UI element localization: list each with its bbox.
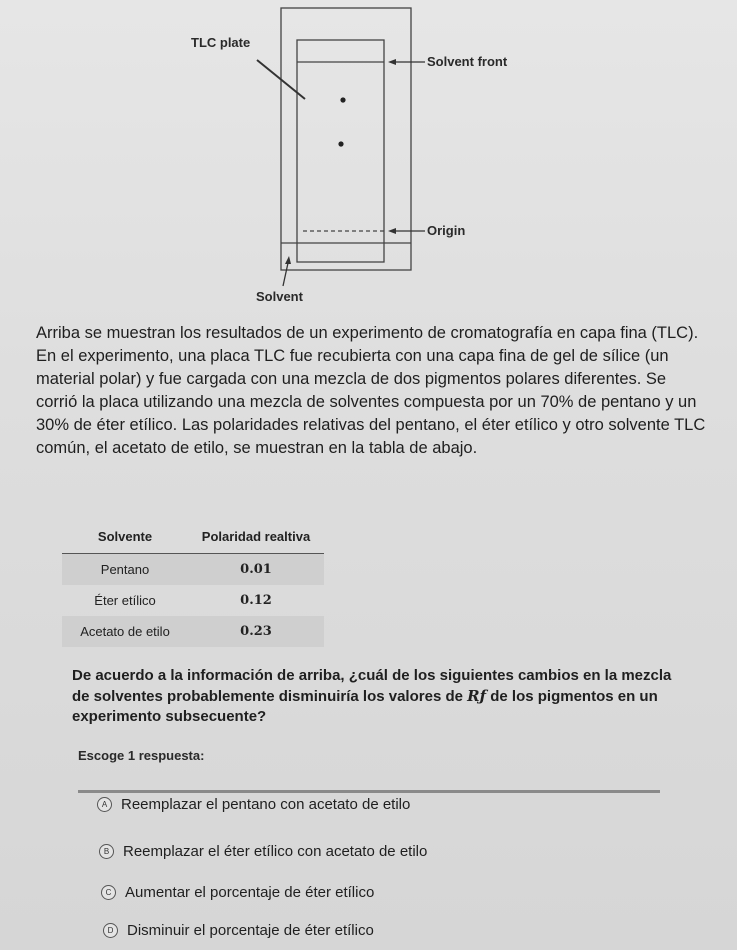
origin-arrow-head <box>388 228 396 234</box>
origin-label: Origin <box>427 223 466 238</box>
plate-label: TLC plate <box>191 35 251 50</box>
option-a-badge[interactable]: A <box>97 797 112 812</box>
option-a-label: Reemplazar el pentano con acetato de etilo <box>121 796 411 813</box>
solvent-name: Pentano <box>62 554 188 586</box>
option-a[interactable] <box>97 796 410 813</box>
option-c[interactable] <box>101 884 374 901</box>
polarity-table <box>62 525 324 647</box>
solvent-name: Éter etílico <box>94 593 156 608</box>
table-header-solvent: Solvente <box>62 525 188 554</box>
answer-prompt: Escoge 1 respuesta: <box>78 748 205 763</box>
table-row <box>62 585 324 616</box>
polarity-value: 0.23 <box>188 616 324 647</box>
solvent-name: Acetato de etilo <box>62 616 188 647</box>
option-b-label: Reemplazar el éter etílico con acetato de etilo <box>123 843 428 860</box>
polarity-value: 0.01 <box>188 554 324 586</box>
front-label: Solvent front <box>427 54 508 69</box>
solvent-arrow-head <box>285 256 291 264</box>
pigment-spot-1 <box>340 97 345 102</box>
polarity-value: 0.12 <box>240 593 272 608</box>
option-d-label: Disminuir el porcentaje de éter etílico <box>127 922 374 939</box>
option-c-badge[interactable]: C <box>101 885 116 900</box>
option-c-label: Aumentar el porcentaje de éter etílico <box>125 884 375 901</box>
pigment-spot-2 <box>338 141 343 146</box>
tlc-diagram <box>0 0 737 310</box>
table-row <box>62 554 324 586</box>
question-text: De acuerdo a la información de arriba, ¿cuál de los siguientes cambios en la mezcla de solventes probablemente disminuiría los valores de Rƒ de los pigmentos en un experimento subsecuente? <box>72 667 672 725</box>
divider <box>78 790 660 793</box>
rf-symbol: Rƒ <box>467 687 487 705</box>
option-b-badge[interactable]: B <box>99 844 114 859</box>
solvent-label: Solvent <box>256 289 303 304</box>
front-arrow-head <box>388 59 396 65</box>
table-header-polarity: Polaridad realtiva <box>188 525 324 554</box>
option-d-badge[interactable]: D <box>103 923 118 938</box>
table-row <box>62 616 324 647</box>
tlc-plate <box>297 40 384 262</box>
option-d[interactable] <box>103 922 374 939</box>
option-b[interactable] <box>99 843 427 860</box>
intro-text: Arriba se muestran los resultados de un experimento de cromatografía en capa fina (TLC). En el experimento, una placa TLC fue recubierta con una capa fina de gel de sílice (un material polar) y fue cargada con una mezcla de dos pigmentos polares diferentes. Se corrió la placa utilizando una mezcla de solventes compuesta por un 70% de pentano y un 30% de éter etílico. Las polaridades relativas del pentano, el éter etílico y otro solvente TLC común, el acetato de etilo, se muestran en la tabla de abajo. <box>36 324 706 457</box>
